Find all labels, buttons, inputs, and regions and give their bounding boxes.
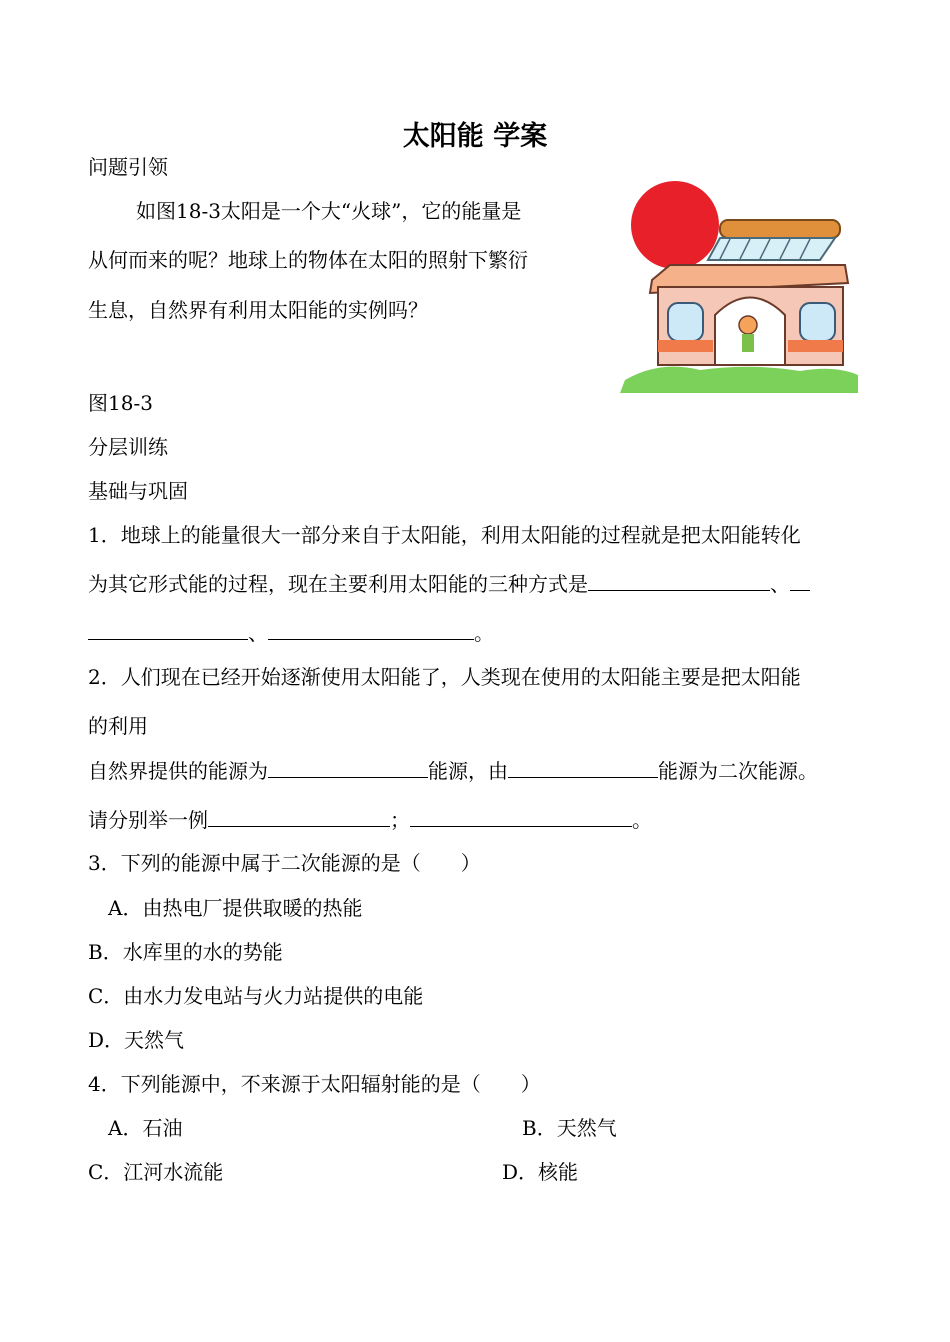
answer-blank[interactable] <box>88 621 248 640</box>
question-2-text: 能源为二次能源。 <box>658 759 818 783</box>
question-2-line <box>88 759 818 783</box>
option-a[interactable]: A．由热电厂提供取暖的热能 <box>108 896 363 920</box>
solar-water-heater-illustration <box>620 175 860 393</box>
option-c[interactable]: C．由水力发电站与火力站提供的电能 <box>88 984 424 1008</box>
separator: ； <box>390 808 410 832</box>
intro-paragraph-line: 如图18-3太阳是一个大“火球”，它的能量是 <box>136 199 522 223</box>
separator: 、 <box>770 572 790 596</box>
answer-blank[interactable] <box>268 759 428 778</box>
intro-paragraph-line: 生息，自然界有利用太阳能的实例吗？ <box>88 298 428 322</box>
option-d[interactable]: D．天然气 <box>88 1028 185 1052</box>
option-d[interactable]: D．核能 <box>502 1160 579 1184</box>
question-2-text: 请分别举一例 <box>88 808 208 832</box>
separator: 、 <box>248 621 268 645</box>
option-b[interactable]: B．天然气 <box>522 1116 617 1140</box>
question-4-stem: 4．下列能源中，不来源于太阳辐射能的是（ ） <box>88 1072 541 1096</box>
answer-blank[interactable] <box>588 572 770 591</box>
answer-blank[interactable] <box>790 572 810 591</box>
figure-caption: 图18-3 <box>88 391 153 415</box>
answer-blank[interactable] <box>268 621 474 640</box>
question-1-line <box>88 621 494 645</box>
question-1-text: 为其它形式能的过程，现在主要利用太阳能的三种方式是 <box>88 572 588 596</box>
option-b[interactable]: B．水库里的水的势能 <box>88 940 283 964</box>
question-3-stem: 3．下列的能源中属于二次能源的是（ ） <box>88 851 481 875</box>
question-2-text: 能源，由 <box>428 759 508 783</box>
option-c[interactable]: C．江河水流能 <box>88 1160 224 1184</box>
line-end: 。 <box>474 621 494 645</box>
question-2-line: 的利用 <box>88 714 148 738</box>
house-shape <box>650 265 848 365</box>
section-heading-intro: 问题引领 <box>88 155 168 179</box>
option-a[interactable]: A．石油 <box>108 1116 183 1140</box>
question-2-text: 自然界提供的能源为 <box>88 759 268 783</box>
question-1-line: 1．地球上的能量很大一部分来自于太阳能，利用太阳能的过程就是把太阳能转化 <box>88 523 801 547</box>
question-2-line <box>88 808 652 832</box>
line-end: 。 <box>632 808 652 832</box>
page-title: 太阳能 学案 <box>402 121 548 152</box>
answer-blank[interactable] <box>208 808 390 827</box>
section-heading-training: 分层训练 <box>88 435 168 459</box>
sun-shape <box>631 181 719 269</box>
question-1-line <box>88 572 810 596</box>
intro-paragraph-line: 从何而来的呢？地球上的物体在太阳的照射下繁衍 <box>88 248 528 272</box>
grass-shape <box>620 367 858 393</box>
solar-panel-shape <box>708 220 840 260</box>
answer-blank[interactable] <box>410 808 632 827</box>
answer-blank[interactable] <box>508 759 658 778</box>
question-2-line: 2．人们现在已经开始逐渐使用太阳能了，人类现在使用的太阳能主要是把太阳能 <box>88 665 801 689</box>
section-heading-basics: 基础与巩固 <box>88 479 188 503</box>
